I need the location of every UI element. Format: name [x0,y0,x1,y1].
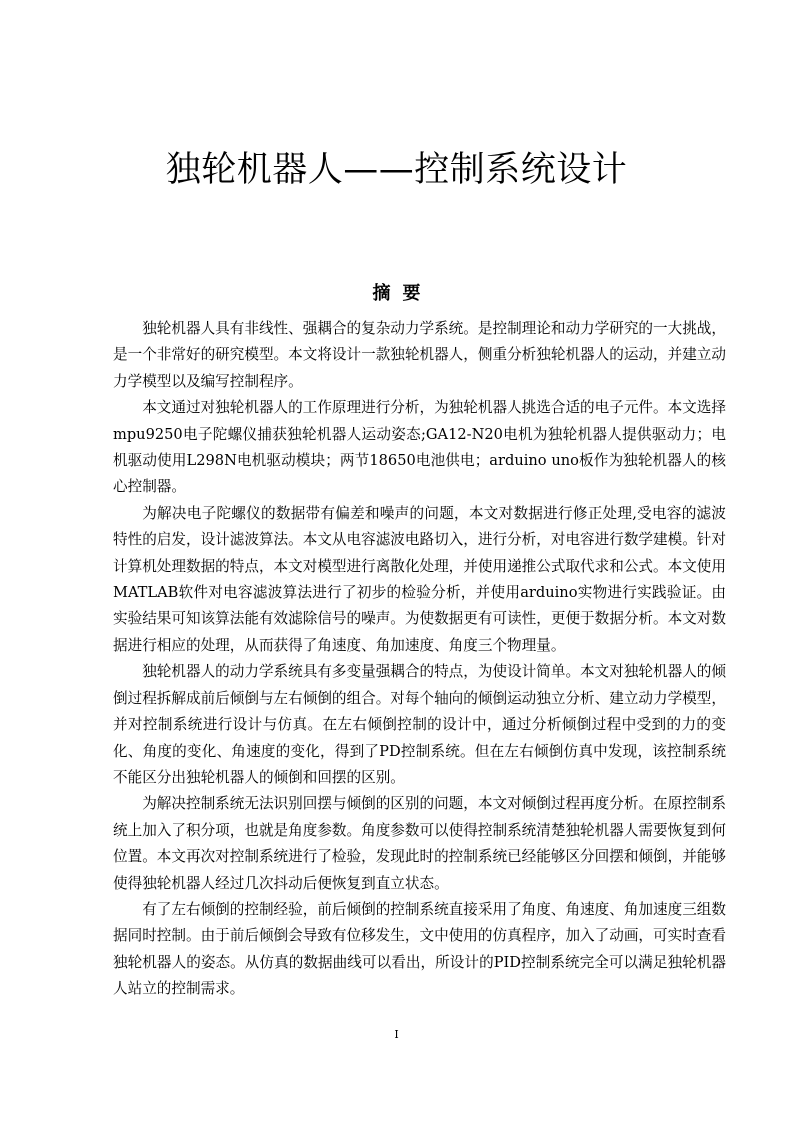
abstract-paragraph: 有了左右倾倒的控制经验，前后倾倒的控制系统直接采用了角度、角速度、角加速度三组数据同时控制。由于前后倾倒会导致有位移发生，文中使用的仿真程序，加入了动画，可实时查看独轮机器人的姿态。从仿真的数据曲线可以看出，所设计的PID控制系统完全可以满足独轮机器人站立的控制需求。 [113,900,726,998]
abstract-paragraph: 独轮机器人的动力学系统具有多变量强耦合的特点，为使设计简单。本文对独轮机器人的倾倒过程拆解成前后倾倒与左右倾倒的组合。对每个轴向的倾倒运动独立分析、建立动力学模型，并对控制系统进行设计与仿真。在左右倾倒控制的设计中，通过分析倾倒过程中受到的力的变化、角度的变化、角速度的变化，得到了PD控制系统。但在左右倾倒仿真中发现，该控制系统不能区分出独轮机器人的倾倒和回摆的区别。 [113,663,726,786]
document-title: 独轮机器人——控制系统设计 [165,150,628,190]
abstract-heading: 摘要 [372,283,433,304]
abstract-body [113,316,726,1003]
abstract-paragraph: 为解决电子陀螺仪的数据带有偏差和噪声的问题，本文对数据进行修正处理,受电容的滤波特性的启发，设计滤波算法。本文从电容滤波电路切入，进行分析，对电容进行数学建模。针对计算机处理数据的特点，本文对模型进行离散化处理，并使用递推公式取代求和公式。本文使用MATLAB软件对电容滤波算法进行了初步的检验分析，并使用arduino实物进行实践验证。由实验结果可知该算法能有效滤除信号的噪声。为使数据更有可读性，更便于数据分析。本文对数据进行相应的处理，从而获得了角速度、角加速度、角度三个物理量。 [113,504,726,654]
page-number: I [394,1028,399,1041]
abstract-paragraph: 独轮机器人具有非线性、强耦合的复杂动力学系统。是控制理论和动力学研究的一大挑战，是一个非常好的研究模型。本文将设计一款独轮机器人，侧重分析独轮机器人的运动，并建立动力学模型以及编写控制程序。 [113,320,726,390]
abstract-paragraph: 本文通过对独轮机器人的工作原理进行分析，为独轮机器人挑选合适的电子元件。本文选择mpu9250电子陀螺仪捕获独轮机器人运动姿态;GA12-N20电机为独轮机器人提供驱动力；电机驱动使用L298N电机驱动模块；两节18650电池供电；arduino uno板作为独轮机器人的核心控制器。 [113,399,726,496]
abstract-paragraph: 为解决控制系统无法识别回摆与倾倒的区别的问题，本文对倾倒过程再度分析。在原控制系统上加入了积分项，也就是角度参数。角度参数可以使得控制系统清楚独轮机器人需要恢复到何位置。本文再次对控制系统进行了检验，发现此时的控制系统已经能够区分回摆和倾倒，并能够使得独轮机器人经过几次抖动后便恢复到直立状态。 [113,795,726,892]
